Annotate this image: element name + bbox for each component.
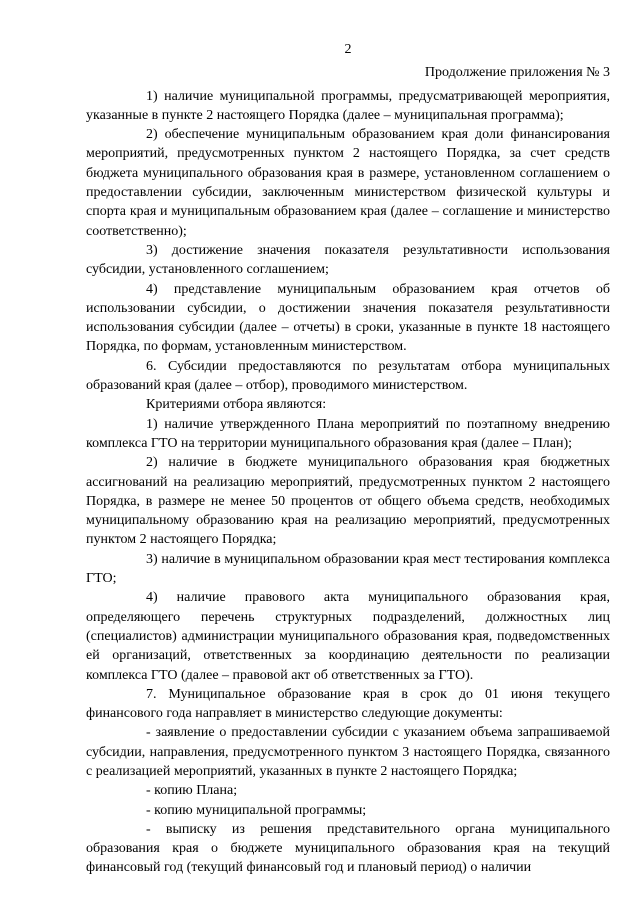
paragraph: 6. Субсидии предоставляются по результатам отбора муниципальных образований края (далее – отбор), проводимого министерством. [86, 358, 610, 394]
paragraph: 3) достижение значения показателя результативности использования субсидии, установленного соглашением; [86, 242, 610, 278]
paragraph: 3) наличие в муниципальном образовании края мест тестирования комплекса ГТО; [86, 551, 610, 587]
paragraph: 7. Муниципальное образование края в срок до 01 июня текущего финансового года направляет в министерство следующие документы: [86, 686, 610, 722]
list-item: - выписку из решения представительного органа муниципального образования края о бюджете муниципального образования края на текущий финансовый год (текущий финансовый год и плановый период) о наличии [86, 821, 610, 876]
list-item: - копию муниципальной программы; [146, 802, 367, 818]
paragraph: 1) наличие муниципальной программы, предусматривающей мероприятия, указанные в пункте 2 настоящего Порядка (далее – муниципальная программа); [86, 88, 610, 123]
paragraph: 4) наличие правового акта муниципального образования края, определяющего перечень структурных подразделений, должностных лиц (специалистов) администрации муниципального образования края, подведомственных ей организаций, ответственных за координацию деятельности по реализации комплекса ГТО (далее – правовой акт об ответственных за ГТО). [86, 590, 610, 683]
paragraph: 4) представление муниципальным образованием края отчетов об использовании субсидии, о достижении значения показателя результативности использования субсидии (далее – отчеты) в сроки, указанные в пункте 18 настоящего Порядка, по формам, установленным министерством. [86, 281, 610, 355]
paragraph: 2) наличие в бюджете муниципального образования края бюджетных ассигнований на реализацию мероприятий, предусмотренных пунктом 2 настоящего Порядка, в размере не менее 50 процентов от общего объема средств, необходимых муниципальному образованию края на реализацию мероприятий, предусмотренных пунктом 2 настоящего Порядка; [86, 455, 610, 548]
page-number: 2 [344, 42, 352, 57]
list-item: - заявление о предоставлении субсидии с указанием объема запрашиваемой субсидии, направления, предусмотренного пунктом 3 настоящего Порядка, связанного с реализацией мероприятий, указанных в пункте 2 настоящего Порядка; [86, 725, 610, 779]
list-item: - копию Плана; [146, 783, 238, 799]
paragraph: 2) обеспечение муниципальным образованием края доли финансирования мероприятий, предусмотренных пунктом 2 настоящего Порядка, за счет средств бюджета муниципального образования края в размере, установленном соглашением о предоставлении субсидии, заключенным министерством физической культуры и спорта края и муниципальным образованием края (далее – соглашение и министерство соответственно); [86, 127, 610, 239]
paragraph: 1) наличие утвержденного Плана мероприятий по поэтапному внедрению комплекса ГТО на территории муниципального образования края (далее – План); [86, 416, 610, 451]
paragraph: Критериями отбора являются: [146, 397, 327, 413]
appendix-note: Продолжение приложения № 3 [424, 65, 610, 81]
